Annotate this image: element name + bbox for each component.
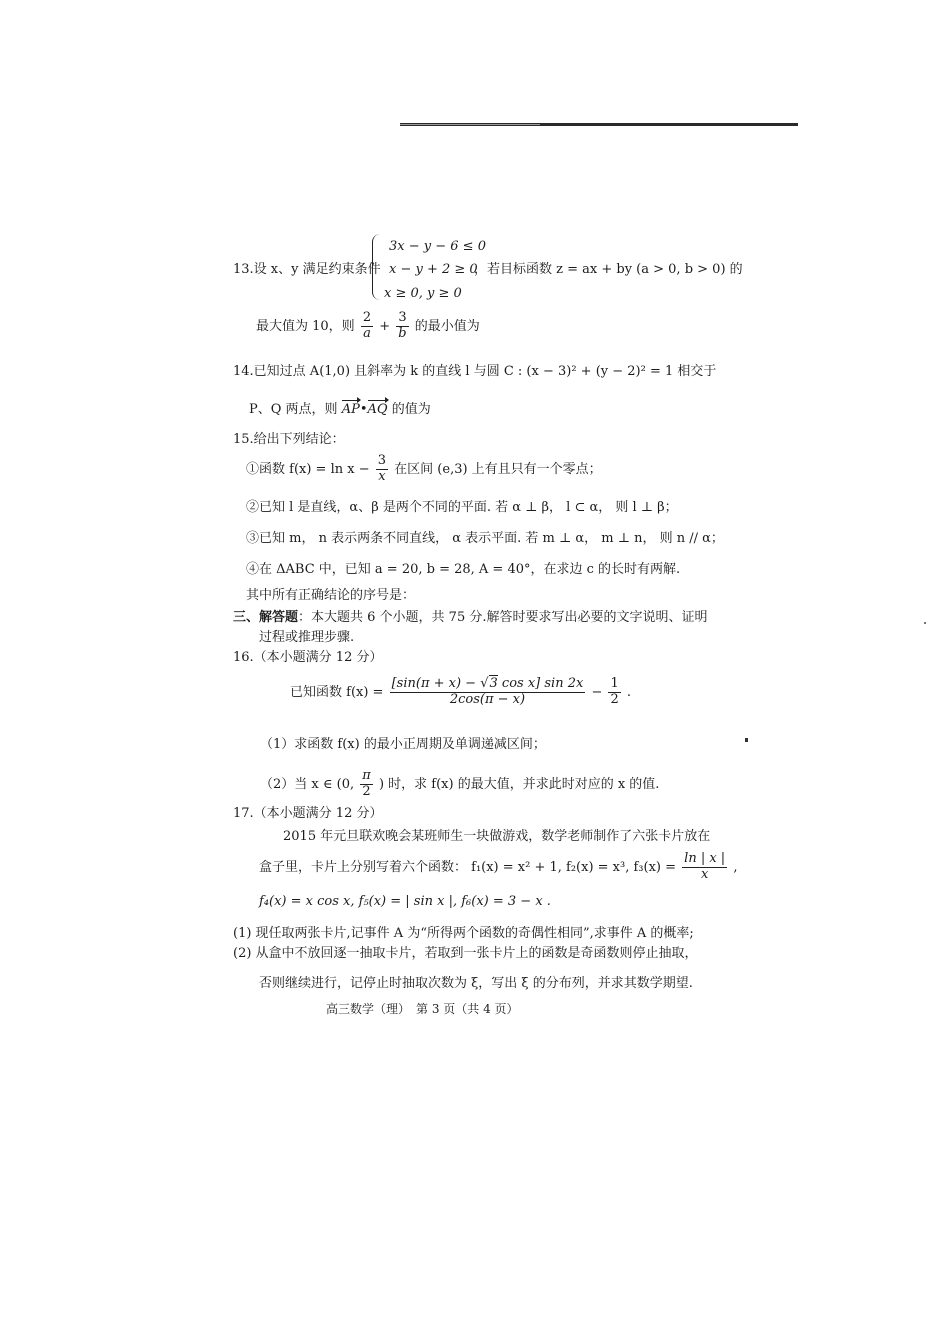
q14-line2 <box>249 402 431 418</box>
q15-statement-4: ④在 ΔABC 中，已知 a = 20, b = 28, A = 40°，在求边 c 的长时有两解. <box>246 562 681 577</box>
frac-num: 2 <box>362 310 372 325</box>
q16-half-fraction <box>608 677 620 708</box>
q13-suffix: ，若目标函数 z = ax + by (a > 0, b > 0) 的 <box>474 262 743 277</box>
q14-line2-pre: P、Q 两点，则 <box>249 402 338 417</box>
q15-intro: 15.给出下列结论： <box>233 432 345 447</box>
q17-l2-pre: 盒子里，卡片上分别写着六个函数： f₁(x) = x² + 1, f₂(x) = x³, f₃(x) = <box>259 859 677 875</box>
q16-given-pre: 已知函数 f(x) = <box>290 684 384 700</box>
q16-pi-over-2 <box>360 769 373 800</box>
frac-num: 1 <box>610 676 619 691</box>
q17-header: 17.（本小题满分 12 分） <box>233 806 383 821</box>
q17-line-1: 2015 年元旦联欢晚会某班师生一块做游戏，数学老师制作了六张卡片放在 <box>283 829 711 844</box>
q13-prefix: 13.设 x、y 满足约束条件 <box>233 262 381 277</box>
q16-part-1: （1）求函数 f(x) 的最小正周期及单调递减区间； <box>260 737 546 752</box>
frac-den: x <box>378 468 386 484</box>
q17-part-1: (1) 现任取两张卡片,记事件 A 为“所得两个函数的奇偶性相同”,求事件 A 的概率; <box>233 926 694 941</box>
q14-line1: 14.已知过点 A(1,0) 且斜率为 k 的直线 l 与圆 C : (x − 3)² + (y − 2)² = 1 相交于 <box>233 364 717 379</box>
sqrt-3: 3 <box>489 676 498 691</box>
minus-sign: − <box>591 684 603 700</box>
frac-num: 3 <box>377 453 387 468</box>
section3-body: ：本大题共 6 个小题，共 75 分.解答时要求写出必要的文字说明、证明 <box>298 610 708 625</box>
section3-header <box>233 610 708 626</box>
q15-statement-1 <box>246 454 602 485</box>
q15-s1-post: 在区间 (e,3) 上有且只有一个零点； <box>394 461 602 477</box>
q13-fraction-2-over-a <box>361 311 373 342</box>
constraint-brace <box>372 234 383 300</box>
q15-s1-pre: ①函数 f(x) = ln x − <box>246 461 370 477</box>
frac-den: 2 <box>362 783 371 799</box>
frac-den: a <box>363 325 371 341</box>
frac-num: [sin(π + x) − √3 cos x] sin 2x <box>391 676 584 691</box>
q13-constraint-2: x − y + 2 ≥ 0 <box>389 262 478 277</box>
page-footer: 高三数学（理） 第 3 页（共 4 页） <box>326 1002 519 1016</box>
plus-sign: + <box>379 318 391 334</box>
q17-line-3: f₄(x) = x cos x, f₅(x) = | sin x |, f₆(x) = 3 − x . <box>259 894 551 909</box>
num-part-a: [sin(π + x) − <box>391 676 481 691</box>
q15-fraction-3-over-x <box>376 454 388 485</box>
vector-ap: AP <box>341 402 360 417</box>
q16-p2-post: ) 时，求 f(x) 的最大值，并求此时对应的 x 的值. <box>378 776 660 792</box>
q16-given <box>290 677 631 708</box>
q17-ln-fraction <box>682 852 727 883</box>
stray-mark <box>745 738 748 742</box>
q17-l2-post: , <box>733 859 738 875</box>
q13-line2-post: 的最小值为 <box>414 318 480 334</box>
section3-title: 三、解答题 <box>233 610 299 625</box>
frac-den: b <box>398 325 407 341</box>
top-rule-fade <box>400 124 540 125</box>
q15-statement-3: ③已知 m， n 表示两条不同直线， α 表示平面. 若 m ⊥ α， m ⊥ n， 则 n // α； <box>246 531 724 546</box>
frac-num: 3 <box>396 311 408 327</box>
num-part-b: cos x] sin 2x <box>497 676 584 691</box>
section3-body2: 过程或推理步骤. <box>259 630 355 645</box>
q13-line2 <box>256 311 480 342</box>
frac-den: 2cos(π − x) <box>449 691 526 707</box>
q16-p2-pre: （2）当 x ∈ (0, <box>260 776 355 792</box>
q13-constraint-1: 3x − y − 6 ≤ 0 <box>389 239 486 254</box>
q14-line2-post: 的值为 <box>391 402 431 417</box>
q13-constraint-3: x ≥ 0, y ≥ 0 <box>384 286 462 301</box>
q17-part-2a: (2) 从盒中不放回逐一抽取卡片，若取到一张卡片上的函数是奇函数则停止抽取， <box>233 946 698 961</box>
q17-part-2b: 否则继续进行，记停止时抽取次数为 ξ，写出 ξ 的分布列，并求其数学期望. <box>259 976 693 991</box>
frac-den: x <box>701 866 709 882</box>
q16-part-2 <box>260 769 659 800</box>
dot-product: • <box>359 402 368 417</box>
frac-num: ln | x | <box>684 851 726 866</box>
stray-mark-edge <box>924 622 926 624</box>
q13-fraction-3-over-b <box>396 311 408 342</box>
q17-line-2 <box>259 852 737 883</box>
period: . <box>626 684 632 700</box>
q15-end: 其中所有正确结论的序号是： <box>246 588 416 603</box>
q16-main-fraction <box>390 677 586 708</box>
frac-den: 2 <box>610 691 619 707</box>
q13-line2-pre: 最大值为 10，则 <box>256 318 355 334</box>
frac-num: π <box>362 768 371 783</box>
q15-statement-2: ②已知 l 是直线，α、β 是两个不同的平面. 若 α ⊥ β， l ⊂ α， 则 l ⊥ β； <box>246 500 678 515</box>
vector-aq: AQ <box>367 402 388 417</box>
q16-header: 16.（本小题满分 12 分） <box>233 650 383 665</box>
